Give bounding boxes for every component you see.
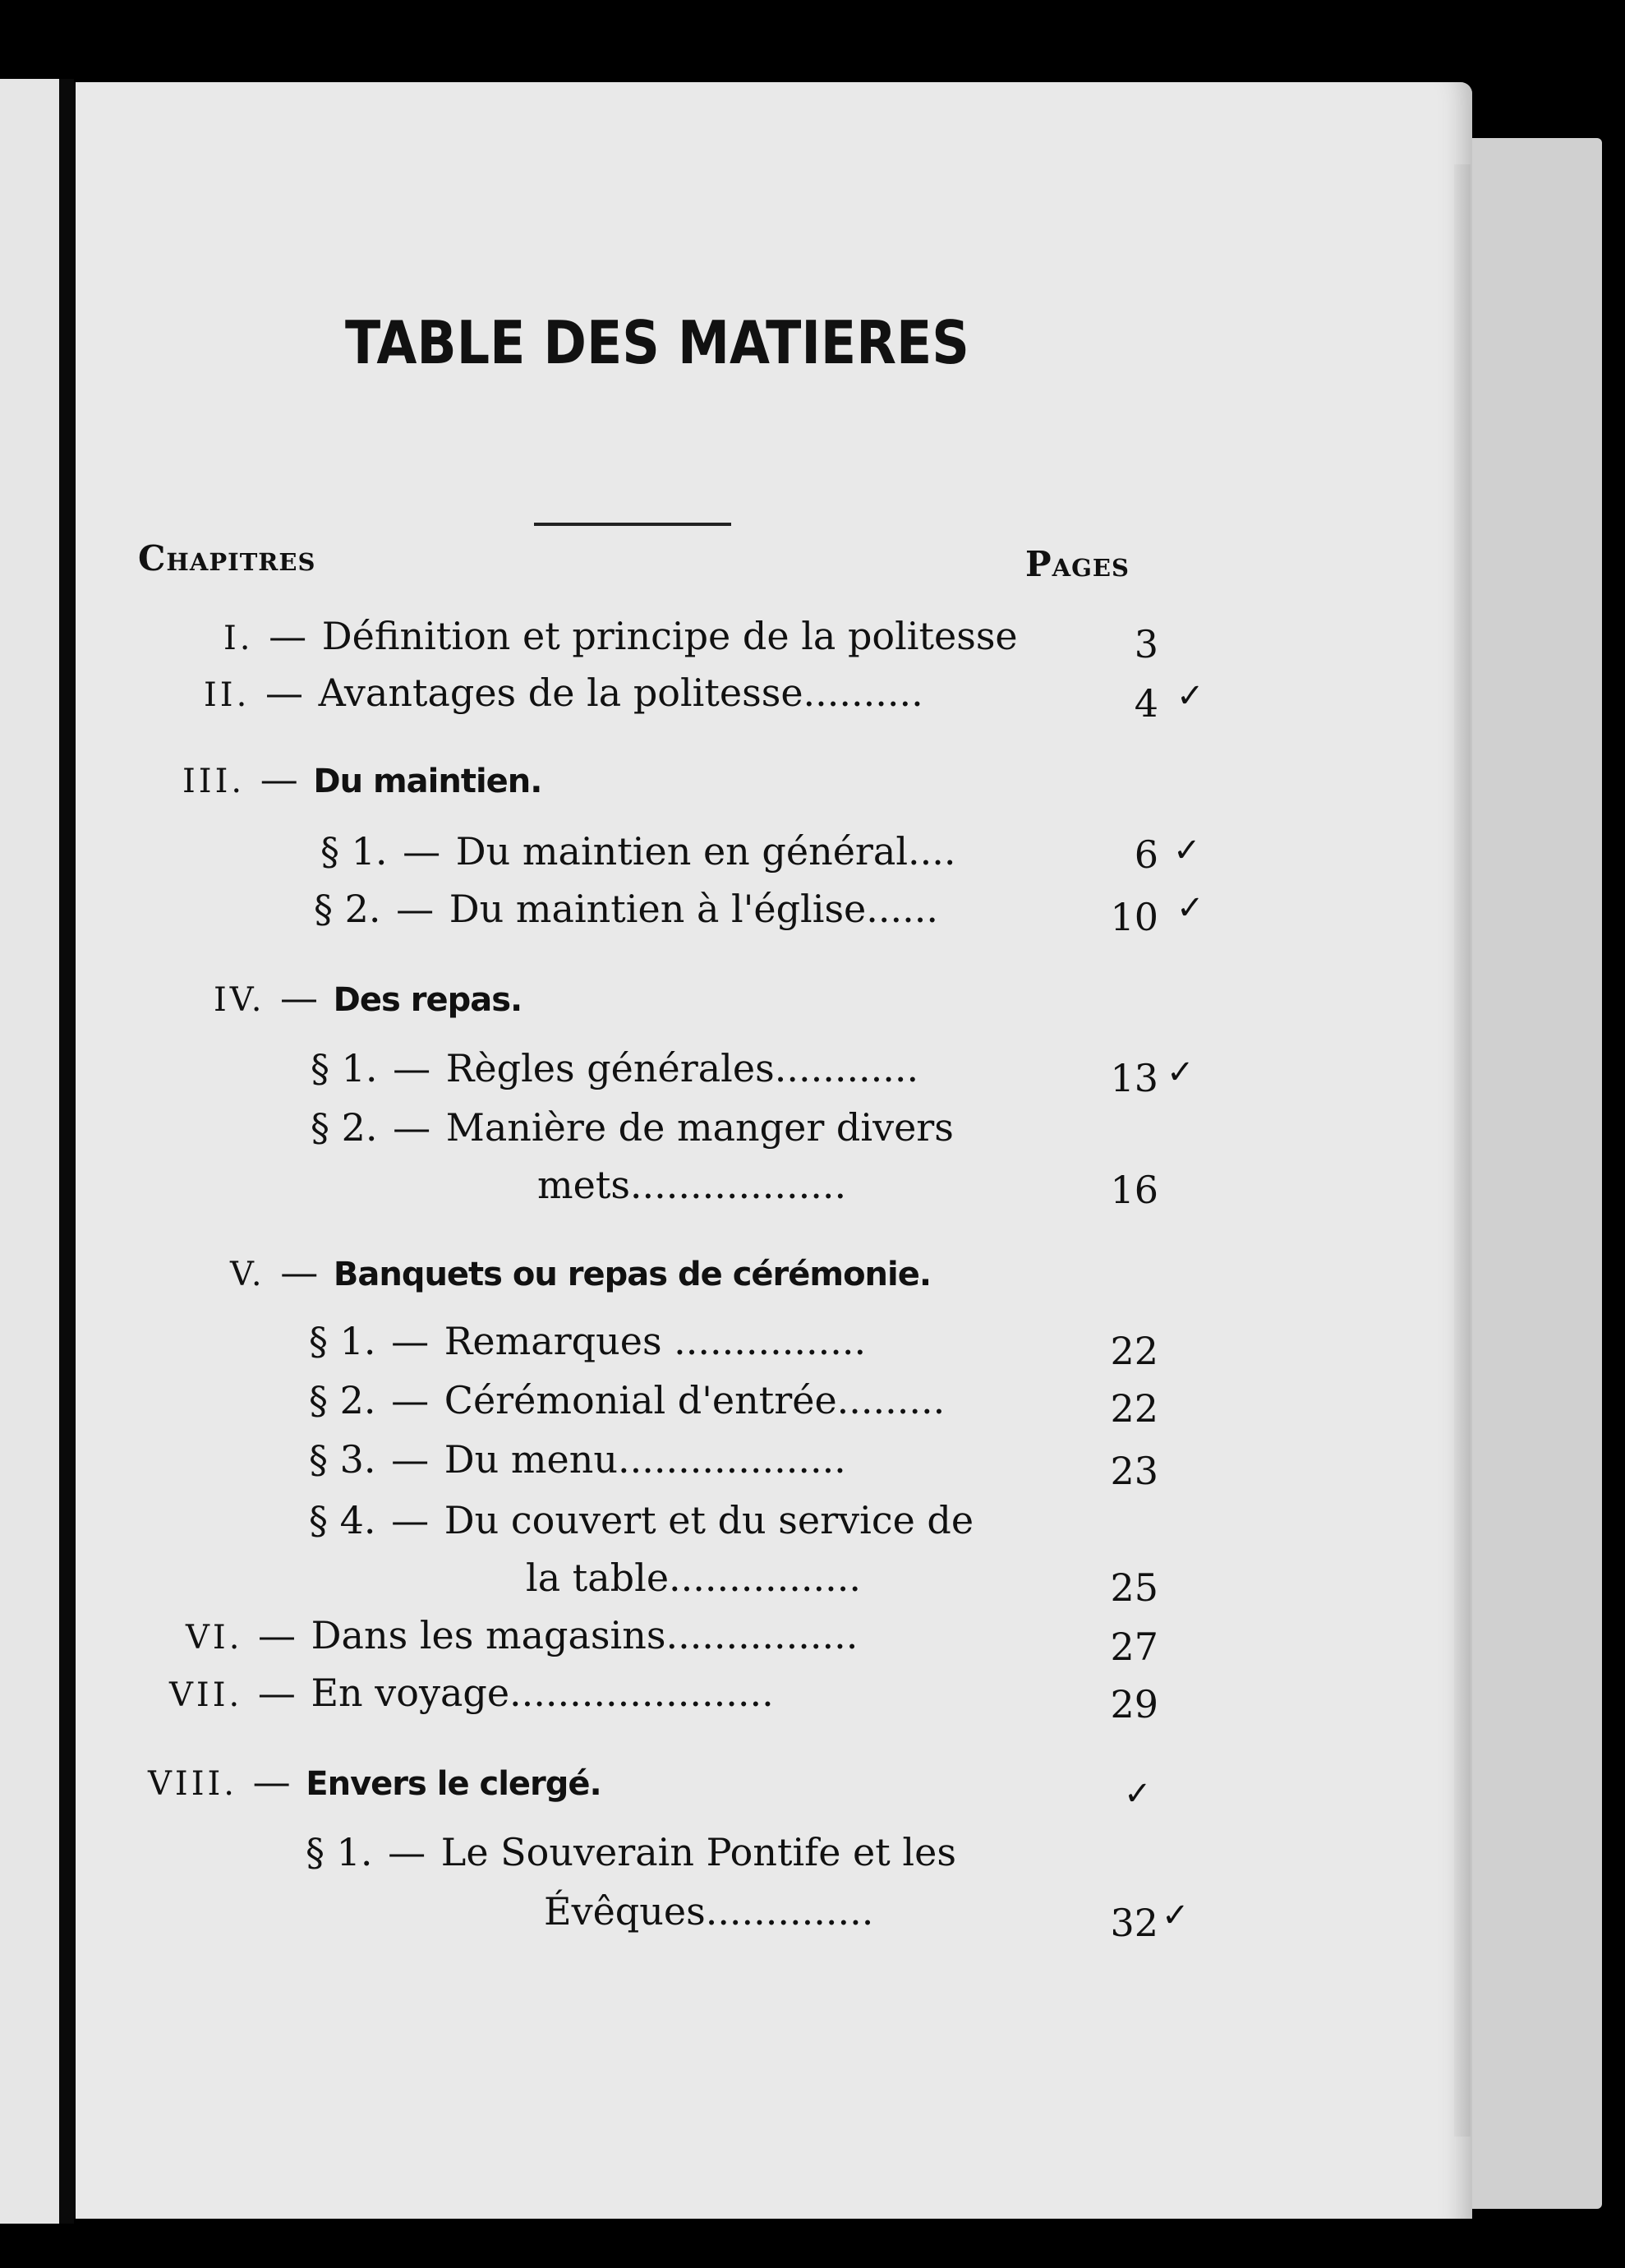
section-number: § 1.	[320, 829, 388, 874]
entry-dash: —	[260, 757, 298, 801]
entry-dash: —	[393, 1105, 431, 1150]
check-mark-icon: ✓	[1176, 677, 1204, 715]
page-number: 3	[1134, 622, 1158, 666]
toc-entry-continuation	[537, 1162, 846, 1208]
toc-entry	[204, 670, 923, 716]
chapter-number: VI.	[186, 1619, 243, 1657]
entry-title: mets..................	[537, 1163, 847, 1207]
entry-dash: —	[396, 887, 435, 931]
entry-title: Du maintien à l'église......	[449, 887, 939, 931]
check-mark-icon: ✓	[1124, 1775, 1152, 1813]
section-number: § 1.	[311, 1046, 378, 1090]
entry-title: Banquets ou repas de cérémonie.	[333, 1256, 932, 1293]
entry-dash: —	[280, 975, 319, 1020]
page-number: 10	[1110, 895, 1158, 939]
entry-title: Du couvert et du service de	[444, 1498, 974, 1542]
entry-dash: —	[393, 1046, 431, 1090]
entry-title: Évêques..............	[544, 1889, 874, 1934]
entry-dash: —	[258, 1613, 297, 1657]
entry-dash: —	[265, 671, 303, 715]
entry-dash: —	[257, 1671, 296, 1715]
page-title: TABLE DES MATIERES	[345, 308, 969, 377]
entry-dash: —	[391, 1319, 430, 1363]
adjacent-page-strip	[0, 79, 59, 2224]
title-divider	[534, 523, 731, 526]
page-number: 4	[1134, 681, 1158, 726]
toc-section-heading	[214, 975, 522, 1021]
toc-entry	[311, 1045, 918, 1091]
page-number: 23	[1110, 1449, 1158, 1493]
section-number: § 1.	[306, 1830, 373, 1874]
entry-title: Dans les magasins................	[311, 1613, 859, 1657]
section-number: § 2.	[309, 1378, 376, 1422]
toc-entry	[314, 886, 938, 932]
page-number: 22	[1110, 1386, 1158, 1431]
entry-dash: —	[391, 1378, 430, 1422]
toc-entry	[309, 1497, 974, 1543]
binding-shadow	[59, 79, 74, 2224]
entry-dash: —	[391, 1437, 430, 1482]
page-edge-shadow	[1454, 164, 1471, 2137]
toc-entry-continuation	[544, 1888, 873, 1934]
chapter-number: V.	[230, 1256, 265, 1293]
toc-entry	[311, 1104, 954, 1150]
check-mark-icon: ✓	[1176, 889, 1204, 927]
section-number: § 2.	[311, 1105, 378, 1150]
chapter-number: VII.	[169, 1676, 243, 1714]
entry-title: Règles générales............	[445, 1046, 919, 1090]
page-number: 25	[1110, 1565, 1158, 1610]
toc-section-heading	[230, 1249, 931, 1295]
toc-section-heading	[182, 756, 541, 802]
chapter-number: IV.	[214, 981, 265, 1019]
entry-dash: —	[388, 1830, 426, 1874]
entry-dash: —	[403, 829, 441, 874]
toc-entry	[306, 1829, 956, 1875]
toc-entry	[186, 1612, 858, 1658]
page-number: 22	[1110, 1329, 1158, 1373]
entry-dash: —	[252, 1759, 291, 1804]
toc-section-heading	[148, 1759, 601, 1805]
toc-entry	[309, 1318, 866, 1364]
entry-title: Du maintien en général....	[455, 829, 956, 874]
entry-title: Des repas.	[333, 981, 522, 1019]
toc-entry	[169, 1670, 774, 1716]
chapter-number: III.	[182, 763, 246, 800]
entry-title: Cérémonial d'entrée.........	[444, 1378, 946, 1422]
entry-title: Envers le clergé.	[306, 1765, 601, 1803]
page-number: 29	[1110, 1682, 1158, 1726]
toc-entry	[309, 1436, 846, 1482]
column-header-pages: Pages	[1025, 544, 1130, 584]
toc-entry	[320, 828, 956, 874]
entry-title: Avantages de la politesse..........	[318, 671, 923, 715]
entry-dash: —	[391, 1498, 430, 1542]
page-number: 27	[1110, 1625, 1158, 1669]
toc-entry	[309, 1377, 945, 1423]
section-number: § 4.	[309, 1498, 376, 1542]
check-mark-icon: ✓	[1173, 832, 1201, 869]
entry-title: Du maintien.	[313, 763, 542, 800]
section-number: § 2.	[314, 887, 381, 931]
section-number: § 1.	[309, 1319, 376, 1363]
chapter-number: I.	[223, 620, 254, 657]
entry-title: la table................	[526, 1556, 862, 1600]
page-number: 16	[1110, 1168, 1158, 1212]
entry-dash: —	[269, 614, 307, 658]
chapter-number: VIII.	[148, 1765, 238, 1803]
entry-title: Remarques ................	[444, 1319, 867, 1363]
entry-dash: —	[280, 1250, 319, 1294]
chapter-number: II.	[204, 676, 251, 714]
toc-entry	[223, 613, 1018, 659]
entry-title: Définition et principe de la politesse	[321, 614, 1018, 658]
page-number: 6	[1134, 832, 1158, 877]
toc-entry-continuation	[526, 1555, 861, 1601]
section-number: § 3.	[309, 1437, 376, 1482]
entry-title: Du menu...................	[444, 1437, 846, 1482]
entry-title: Le Souverain Pontife et les	[440, 1830, 956, 1874]
page-number: 32	[1110, 1901, 1158, 1945]
page-number: 13	[1110, 1056, 1158, 1100]
check-mark-icon: ✓	[1162, 1897, 1190, 1934]
column-header-chapters: Chapitres	[138, 538, 316, 579]
entry-title: En voyage......................	[311, 1671, 774, 1715]
check-mark-icon: ✓	[1167, 1053, 1195, 1091]
entry-title: Manière de manger divers	[445, 1105, 954, 1150]
